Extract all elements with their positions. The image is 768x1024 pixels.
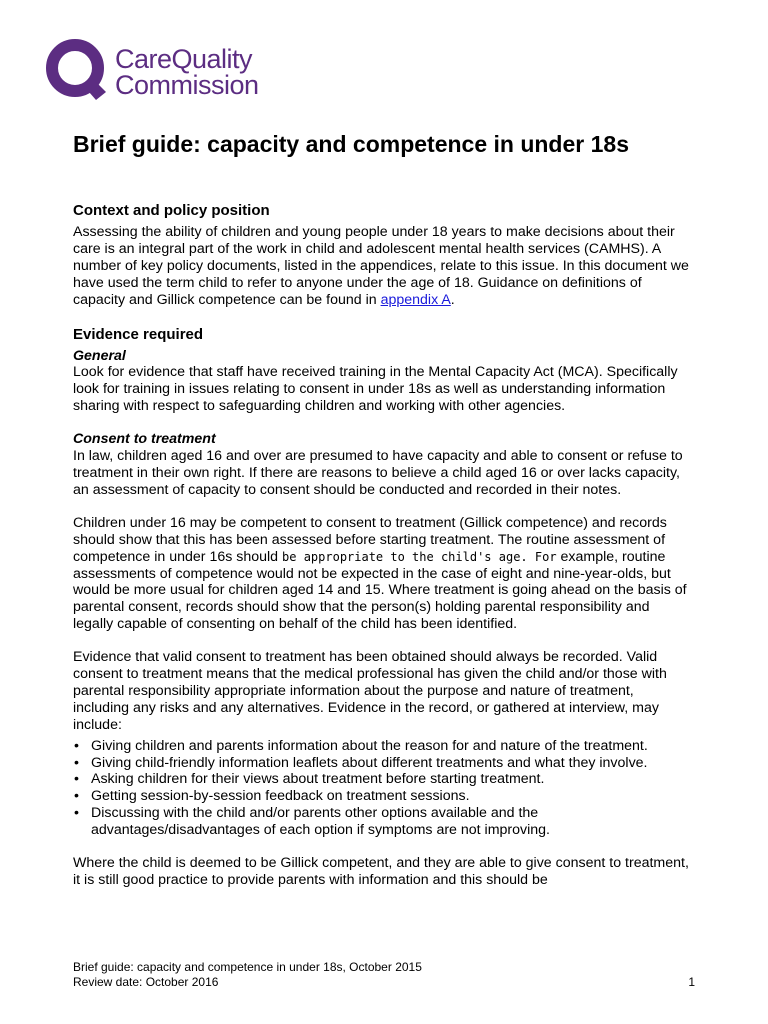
logo-text-commission: Commission — [115, 70, 259, 100]
subheading-general: General — [73, 347, 126, 364]
evidence-bullet-list — [73, 738, 693, 839]
cqc-q-logo-icon — [44, 36, 110, 106]
list-item: • Giving children and parents information about the reason for and nature of the treatment. — [73, 738, 693, 755]
document-body — [73, 202, 693, 889]
footer-review-date: Review date: October 2016 — [73, 975, 219, 989]
list-item: • Giving child-friendly information leaflets about different treatments and what they involve. — [73, 755, 693, 772]
heading-context: Context and policy position — [73, 202, 270, 219]
paragraph-context: Assessing the ability of children and young people under 18 years to make decisions about their care is an integral part of the work in child and adolescent mental health services (CAMHS). A number of key policy documents, listed in the appendices, relate to this issue. In this document we have used the term child to refer to anyone under the age of 18. Guidance on definitions of capacity and Gillick competence can be found in appendix A. — [73, 224, 689, 308]
document-title: Brief guide: capacity and competence in under 18s — [73, 131, 629, 157]
paragraph-consent-2: Children under 16 may be competent to consent to treatment (Gillick competence) and records should show that this has been assessed before starting treatment. The routine assessment of competence in under 16s should be appropriate to the child's age. For example, routine assessments of competence would not be expected in the case of eight and nine-year-olds, but would be more usual for children aged 14 and 15. Where treatment is going ahead on the basis of parental consent, records should show that the person(s) holding parental responsibility and legally capable of consenting on behalf of the child has been identified. — [73, 514, 687, 633]
paragraph-general: Look for evidence that staff have received training in the Mental Capacity Act (MCA). Specifically look for training in issues relating to consent in under 18s as well as understanding information sharing with respect to safeguarding children and working with other agencies. — [73, 364, 678, 415]
heading-evidence: Evidence required — [73, 325, 204, 343]
appendix-a-link[interactable]: appendix A — [380, 291, 451, 308]
page-number: 1 — [688, 975, 695, 989]
cqc-logo — [44, 36, 284, 106]
list-item: • Getting session-by-session feedback on treatment sessions. — [73, 788, 693, 805]
subheading-consent: Consent to treatment — [73, 431, 216, 448]
page-footer — [73, 960, 695, 990]
footer-document-title: Brief guide: capacity and competence in under 18s, October 2015 — [73, 960, 422, 974]
paragraph-consent-1: In law, children aged 16 and over are presumed to have capacity and able to consent or refuse to treatment in their own right. If there are reasons to believe a child aged 16 or over lacks capacity, an assessment of capacity to consent should be conducted and recorded in their notes. — [73, 448, 683, 498]
list-item: • Discussing with the child and/or parents other options available and the advantages/disadvantages of each option if symptoms are not improving. — [73, 805, 693, 839]
paragraph-consent-4: Where the child is deemed to be Gillick competent, and they are able to give consent to treatment, it is still good practice to provide parents with information and this should be — [73, 855, 689, 888]
logo-text-carequality: CareQuality — [115, 44, 253, 74]
list-item: • Asking children for their views about treatment before starting treatment. — [73, 771, 693, 788]
paragraph-consent-3: Evidence that valid consent to treatment has been obtained should always be recorded. Valid consent to treatment means that the medical professional has given the child and/or those with parental responsibility appropriate information about the purpose and nature of treatment, including any risks and any alternatives. Evidence in the record, or gathered at interview, may include: — [73, 649, 667, 733]
